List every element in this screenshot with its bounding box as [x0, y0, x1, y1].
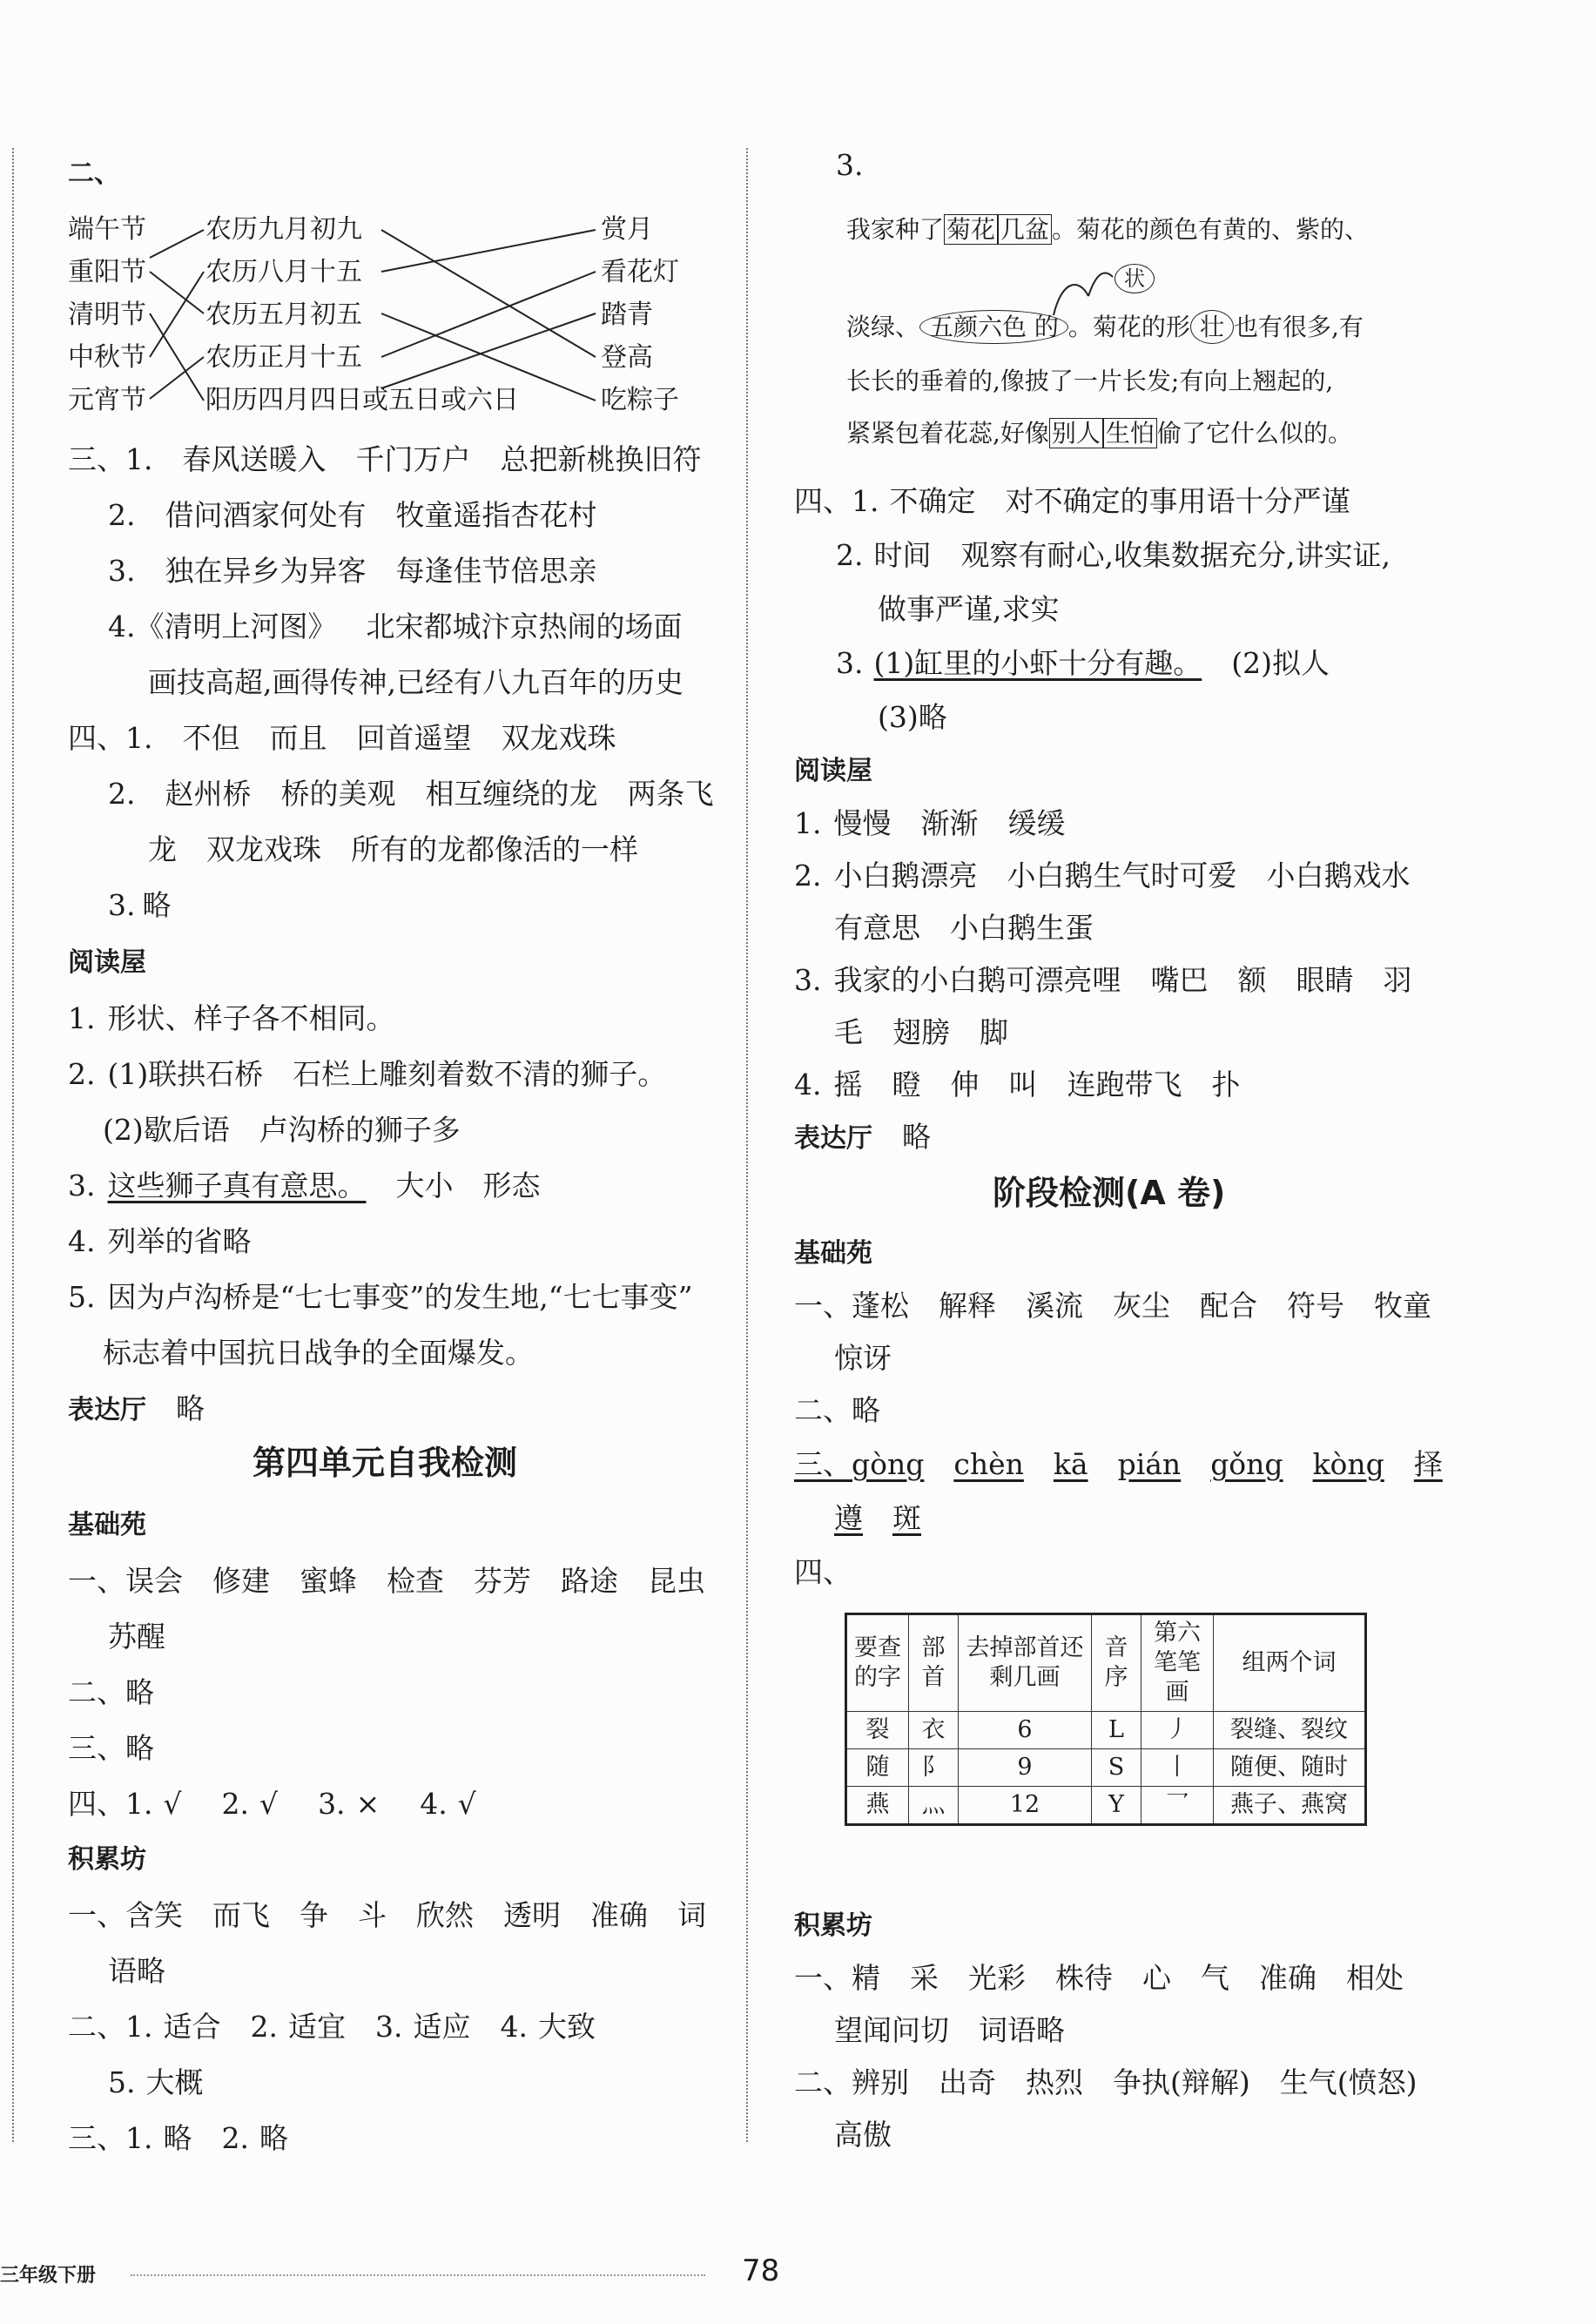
answer-text: 桥的美观 — [280, 777, 396, 811]
passage-text: 淡绿、 — [846, 313, 920, 341]
answer-text: 准确 — [1259, 1961, 1317, 1995]
answer-text: 回首遥望 — [356, 721, 472, 755]
answer-text: 相处 — [1346, 1961, 1404, 1995]
footer-grade: 三年级下册 — [0, 2265, 97, 2287]
answer-text: 渐渐 — [920, 806, 979, 840]
reading-heading: 阅读屋 — [794, 756, 872, 786]
answer-line: 做事严谨,求实 — [878, 592, 1060, 626]
match-line — [150, 357, 204, 399]
answer-line — [834, 1501, 951, 1536]
table-row — [846, 1712, 1366, 1749]
express-heading: 表达厅 — [68, 1395, 146, 1425]
table-cell: L — [1092, 1712, 1141, 1749]
answer-text: 牧童 — [1374, 1289, 1431, 1323]
answer-text: 我家的小白鹅可漂亮哩 — [833, 963, 1121, 997]
express-line — [68, 1391, 234, 1428]
answer-line: (3)略 — [878, 700, 947, 734]
answer-line — [68, 1787, 506, 1822]
festival-item: 重阳节 — [68, 257, 146, 287]
answer-text: 小白鹅生蛋 — [950, 911, 1094, 945]
answer-text: 双龙戏珠 — [206, 832, 321, 866]
answer-text: 石栏上雕刻着数不清的狮子。 — [293, 1057, 667, 1091]
underlined-sentence: 这些狮子真有意思。 — [107, 1169, 367, 1202]
boxed-word: 几盆 — [998, 214, 1052, 245]
answer-line — [103, 1336, 563, 1371]
answer-text: 有意思 — [834, 911, 920, 945]
answer-line: 三、略 — [68, 1731, 154, 1765]
answer-text: 词语略 — [979, 2013, 1065, 2047]
festival-item: 元宵节 — [68, 385, 146, 415]
answer-text: 翅膀 — [892, 1015, 950, 1049]
passage-text: 偷了它什么似的。 — [1156, 419, 1352, 448]
custom-item: 踏青 — [601, 300, 653, 330]
answer-text: 相互缠绕的龙 — [425, 777, 598, 811]
circled-words: 五颜六色 的 — [919, 310, 1068, 344]
answer-text: 连跑带飞 — [1067, 1068, 1182, 1101]
answer-text: 双龙戏珠 — [501, 721, 616, 755]
item-number: 2. — [794, 859, 822, 893]
answer-text: 时间 — [873, 538, 932, 572]
check-mark: √ — [259, 1787, 279, 1821]
passage-text: 。菊花的形 — [1067, 313, 1190, 341]
answer-line — [68, 721, 646, 756]
answer-line — [68, 1224, 281, 1259]
passage-text: 。菊花的颜色有黄的、紫的、 — [1052, 215, 1370, 244]
pinyin-answer: 三、gòng — [794, 1447, 925, 1481]
answer-line — [103, 1113, 490, 1148]
item-number: 2. — [221, 2121, 249, 2155]
answer-text: 欣然 — [416, 1898, 474, 1932]
date-item: 阳历四月四日或五日或六日 — [205, 385, 519, 415]
answer-text: 脚 — [980, 1015, 1008, 1049]
dictionary-table — [845, 1613, 1367, 1826]
answer-line — [834, 1015, 1038, 1050]
answer-text: 每逢佳节倍思亲 — [395, 554, 597, 588]
item-number: 4. — [68, 1224, 96, 1258]
answer-text: 列举的省略 — [107, 1224, 252, 1258]
answer-text: 对不确定的事用语十分严谨 — [1005, 484, 1350, 518]
answer-text: 争执(辩解) — [1113, 2065, 1250, 2099]
item-number: 二、1. — [68, 2010, 153, 2044]
item-number: 三、1. — [68, 2121, 153, 2155]
item-number: 4. — [420, 1787, 448, 1821]
item-number: 2. — [836, 538, 864, 572]
answer-text: 昆虫 — [648, 1564, 705, 1598]
item-number: 3. — [68, 1169, 96, 1202]
answer-line — [148, 832, 668, 867]
answer-text: 而飞 — [212, 1898, 270, 1932]
item-number: 1. — [68, 1001, 96, 1035]
answer-line — [108, 888, 201, 923]
answer-text: 大概 — [145, 2065, 204, 2099]
item-number: 2. — [221, 1787, 250, 1821]
item-number: 2. — [108, 777, 136, 811]
pinyin-answer: pián — [1117, 1447, 1182, 1481]
answer-line — [68, 1057, 696, 1092]
cross-mark: × — [355, 1787, 380, 1821]
boxed-word: 别人 — [1049, 418, 1103, 448]
table-cell: S — [1092, 1749, 1141, 1787]
answer-text: 瞪 — [892, 1068, 921, 1101]
table-cell: Y — [1092, 1787, 1141, 1825]
table-row — [846, 1749, 1366, 1787]
answer-line: 四、 — [794, 1555, 852, 1589]
festival-item: 中秋节 — [68, 342, 146, 373]
answer-text: 嘴巴 — [1150, 963, 1209, 997]
answer-text: 慢慢 — [833, 806, 892, 840]
answer-line — [794, 1447, 1472, 1482]
table-cell: 燕子、燕窝 — [1214, 1787, 1366, 1825]
answer-line — [68, 442, 731, 477]
answer-text: 斗 — [358, 1898, 387, 1932]
answer-line — [834, 2013, 1094, 2048]
table-header: 音序 — [1092, 1614, 1141, 1712]
answer-line — [108, 2065, 233, 2100]
item-number: 四、1. — [68, 1787, 153, 1821]
table-header: 第六笔笔画 — [1141, 1614, 1214, 1712]
answer-text: 略 — [163, 2121, 192, 2155]
boxed-word: 生怕 — [1103, 418, 1157, 448]
item-number: 4. — [500, 2010, 528, 2044]
answer-line — [108, 498, 627, 533]
answer-text: 适合 — [163, 2010, 221, 2044]
answer-text: 羽 — [1383, 963, 1412, 997]
table-cell: 丿 — [1141, 1712, 1214, 1749]
match-line — [150, 272, 204, 313]
answer-text: 采 — [910, 1961, 939, 1995]
item-number: 5. — [108, 2065, 136, 2099]
item-number: 5. — [68, 1280, 96, 1314]
answer-text: 适应 — [413, 2010, 471, 2044]
item-number: 2. — [108, 498, 136, 532]
date-item: 农历八月十五 — [205, 257, 362, 287]
answer-line — [68, 1280, 722, 1315]
answer-text: 千门万户 — [355, 442, 471, 476]
festival-item: 清明节 — [68, 300, 146, 330]
answer-text: 略 — [902, 1120, 931, 1154]
answer-text: 透明 — [503, 1898, 561, 1932]
footer-dotted-rule — [131, 2274, 705, 2276]
answer-line — [68, 1169, 570, 1203]
custom-item: 赏月 — [601, 214, 653, 245]
answer-text: 二、辨别 — [794, 2065, 909, 2099]
item-number: 四、1. — [794, 484, 879, 518]
match-line — [150, 230, 204, 258]
answer-text: 词 — [677, 1898, 706, 1932]
answer-text: 芬芳 — [474, 1564, 531, 1598]
answer-text: 卢沟桥的狮子多 — [259, 1113, 461, 1147]
match-line — [381, 272, 596, 357]
answer-text: 争 — [300, 1898, 328, 1932]
answer-text: 灰尘 — [1113, 1289, 1170, 1323]
circled-correction: 状 — [1115, 264, 1155, 293]
answer-text: 一、精 — [794, 1961, 880, 1995]
item-number: 3. — [108, 554, 136, 588]
table-cell: 裂 — [846, 1712, 909, 1749]
answer-text: 因为卢沟桥是“七七事变”的发生地,“七七事变” — [107, 1280, 693, 1314]
custom-item: 吃粽子 — [601, 385, 679, 415]
answer-line — [794, 1068, 1270, 1102]
answer-text: 出奇 — [939, 2065, 996, 2099]
item-number: 4.《清明上河图》 — [108, 610, 337, 643]
answer-text: 毛 — [834, 1015, 863, 1049]
express-line — [794, 1120, 960, 1156]
answer-line: 二、略 — [68, 1675, 154, 1709]
check-mark: √ — [163, 1787, 182, 1821]
answer-line — [794, 1289, 1461, 1324]
item-number: 3. — [108, 888, 136, 922]
item-number: 四、1. — [68, 721, 153, 755]
table-header: 部首 — [909, 1614, 959, 1712]
answer-line — [794, 806, 1095, 841]
answer-line — [794, 1961, 1433, 1996]
basic-heading: 基础苑 — [794, 1238, 872, 1269]
answer-text: 小白鹅漂亮 — [833, 859, 978, 893]
table-cell: 乛 — [1141, 1787, 1214, 1825]
answer-text: 额 — [1237, 963, 1267, 997]
answer-text: 赵州桥 — [165, 777, 252, 811]
answer-text: 择 — [1413, 1447, 1443, 1481]
answer-line — [108, 554, 627, 589]
match-line — [381, 313, 596, 401]
left-margin-dotted-line — [12, 148, 14, 2142]
item-number: 2. — [68, 1057, 96, 1091]
answer-text: 株待 — [1055, 1961, 1113, 1995]
answer-text: 两条飞 — [627, 777, 714, 811]
answer-line — [148, 665, 713, 700]
answer-text: 光彩 — [968, 1961, 1026, 1995]
answer-text: 画技高超,画得传神,已经有八九百年的历史 — [148, 665, 684, 699]
answer-text: 标志着中国抗日战争的全面爆发。 — [103, 1336, 534, 1370]
table-cell: 灬 — [909, 1787, 959, 1825]
answer-line — [68, 1564, 735, 1599]
item-number: 3. — [836, 148, 864, 182]
answer-text: 北宋都城汴京热闹的场面 — [366, 610, 683, 643]
answer-line — [836, 538, 1420, 573]
section-2-label: 二、 — [68, 158, 120, 189]
table-cell: 燕 — [846, 1787, 909, 1825]
item-number: 3. — [794, 963, 822, 997]
answer-text: (1)联拱石桥 — [107, 1057, 264, 1091]
answer-line — [108, 777, 744, 812]
answer-text: (2)拟人 — [1231, 646, 1330, 680]
passage-line — [846, 416, 1352, 451]
table-cell: 随便、随时 — [1214, 1749, 1366, 1787]
match-line — [381, 230, 596, 357]
answer-text: 蜜蜂 — [300, 1564, 357, 1598]
answer-text: 摇 — [833, 1068, 863, 1101]
answer-text: 大小 — [395, 1169, 454, 1202]
answer-text: 牧童遥指杏花村 — [395, 498, 597, 532]
answer-text: 斑 — [892, 1501, 921, 1535]
passage-text: 我家种了 — [846, 215, 945, 244]
answer-text: 而且 — [269, 721, 327, 755]
match-line — [381, 230, 596, 272]
answer-line: 高傲 — [834, 2118, 892, 2152]
answer-text: 春风送暖入 — [182, 442, 327, 476]
stage-test-title: 阶段检测(A 卷) — [993, 1174, 1226, 1212]
answer-text: 一、含笑 — [68, 1898, 183, 1932]
answer-text: 一、蓬松 — [794, 1289, 909, 1323]
answer-text: 总把新桃换旧符 — [500, 442, 702, 476]
answer-line: 惊讶 — [834, 1341, 892, 1375]
passage-line: 长长的垂着的,像披了一片长发;有向上翘起的, — [846, 367, 1334, 395]
answer-text: 不确定 — [889, 484, 976, 518]
table-cell: 衣 — [909, 1712, 959, 1749]
answer-text: 解释 — [939, 1289, 996, 1323]
answer-text: 小白鹅戏水 — [1266, 859, 1411, 893]
check-mark: √ — [457, 1787, 476, 1821]
item-number: 三、1. — [68, 442, 153, 476]
circled-word: 壮 — [1190, 310, 1234, 344]
answer-text: 热烈 — [1026, 2065, 1083, 2099]
answer-text: 伸 — [950, 1068, 980, 1101]
answer-text: 略 — [142, 888, 172, 922]
answer-line — [68, 1898, 736, 1933]
answer-text: 眼睛 — [1296, 963, 1354, 997]
basic-heading: 基础苑 — [68, 1510, 146, 1540]
answer-text: 不但 — [182, 721, 240, 755]
passage-line — [846, 212, 1369, 247]
correction-curve — [1088, 273, 1113, 296]
answer-line: 语略 — [108, 1954, 165, 1988]
accum-heading: 积累坊 — [794, 1910, 872, 1941]
custom-item: 看花灯 — [601, 257, 679, 287]
answer-text: 叫 — [1008, 1068, 1038, 1101]
answer-text: 一、误会 — [68, 1564, 183, 1598]
table-cell: 阝 — [909, 1749, 959, 1787]
answer-line — [68, 2010, 625, 2044]
answer-line — [834, 911, 1123, 946]
date-item: 农历九月初九 — [205, 214, 362, 245]
answer-text: 小白鹅生气时可爱 — [1007, 859, 1237, 893]
answer-text: 略 — [259, 2121, 288, 2155]
answer-text: 遵 — [834, 1501, 863, 1535]
table-header: 去掉部首还剩几画 — [959, 1614, 1092, 1712]
answer-line: 二、略 — [794, 1393, 880, 1427]
answer-text: 配合 — [1200, 1289, 1257, 1323]
answer-text: 借问酒家何处有 — [165, 498, 367, 532]
answer-text: 气 — [1201, 1961, 1229, 1995]
passage-text: 也有很多,有 — [1233, 313, 1364, 341]
pinyin-answer: chèn — [953, 1447, 1024, 1481]
answer-line — [108, 610, 712, 644]
table-cell: 12 — [959, 1787, 1092, 1825]
answer-text: 观察有耐心,收集数据充分,讲实证, — [960, 538, 1391, 572]
passage-line — [846, 310, 1364, 345]
table-cell: 9 — [959, 1749, 1092, 1787]
item-number: 3. — [375, 2010, 403, 2044]
answer-text: 适宜 — [288, 2010, 346, 2044]
answer-text: 准确 — [590, 1898, 648, 1932]
answer-text: 大致 — [538, 2010, 596, 2044]
custom-item: 登高 — [601, 342, 653, 373]
unit4-title: 第四单元自我检测 — [253, 1444, 518, 1482]
table-row — [846, 1787, 1366, 1825]
answer-text: 符号 — [1287, 1289, 1344, 1323]
table-header: 组两个词 — [1214, 1614, 1366, 1712]
answer-line — [794, 484, 1380, 519]
accum-heading: 积累坊 — [68, 1844, 146, 1875]
answer-line — [794, 859, 1440, 893]
answer-text: 缓缓 — [1007, 806, 1066, 840]
table-header-row — [846, 1614, 1366, 1712]
date-item: 农历五月初五 — [205, 300, 362, 330]
answer-line: 苏醒 — [108, 1620, 165, 1654]
reading-heading: 阅读屋 — [68, 947, 146, 978]
answer-line — [68, 2121, 318, 2156]
table-cell: 随 — [846, 1749, 909, 1787]
answer-text: 路途 — [561, 1564, 618, 1598]
answer-text: 龙 — [148, 832, 177, 866]
answer-line — [794, 963, 1442, 998]
table-cell: 丨 — [1141, 1749, 1214, 1787]
center-dotted-line — [746, 148, 748, 2142]
item-number: 3. — [318, 1787, 346, 1821]
boxed-word: 菊花 — [944, 214, 998, 245]
answer-text: 形状、样子各不相同。 — [107, 1001, 395, 1035]
item-number: 3. — [836, 646, 864, 680]
answer-line — [68, 1001, 425, 1036]
answer-text: 略 — [176, 1391, 205, 1425]
answer-line — [794, 2065, 1447, 2100]
answer-text: 独在异乡为异客 — [165, 554, 367, 588]
answer-line — [836, 646, 1359, 681]
express-heading: 表达厅 — [794, 1123, 872, 1154]
table-header: 要查的字 — [846, 1614, 909, 1712]
match-line — [150, 313, 204, 401]
matching-lines — [0, 0, 731, 435]
answer-text: 生气(愤怒) — [1279, 2065, 1418, 2099]
answer-text: (2)歇后语 — [103, 1113, 230, 1147]
answer-text: 所有的龙都像活的一样 — [351, 832, 638, 866]
answer-text: 检查 — [387, 1564, 444, 1598]
underlined-sentence: (1)缸里的小虾十分有趣。 — [873, 646, 1202, 680]
item-number: 4. — [794, 1068, 822, 1101]
pinyin-answer: kòng — [1312, 1447, 1384, 1481]
item-number: 1. — [794, 806, 822, 840]
pinyin-answer: kā — [1053, 1447, 1088, 1481]
date-item: 农历正月十五 — [205, 342, 362, 373]
match-line — [381, 313, 596, 388]
answer-text: 望闻问切 — [834, 2013, 949, 2047]
answer-text: 扑 — [1211, 1068, 1241, 1101]
match-line — [150, 272, 204, 357]
table-cell: 裂缝、裂纹 — [1214, 1712, 1366, 1749]
answer-text: 形态 — [482, 1169, 541, 1202]
page-number: 78 — [742, 2253, 780, 2288]
festival-item: 端午节 — [68, 214, 146, 245]
table-cell: 6 — [959, 1712, 1092, 1749]
answer-text: 溪流 — [1026, 1289, 1083, 1323]
pinyin-answer: gǒng — [1210, 1447, 1283, 1481]
item-number: 2. — [250, 2010, 278, 2044]
answer-text: 修建 — [212, 1564, 270, 1598]
answer-text: 心 — [1142, 1961, 1171, 1995]
passage-text: 紧紧包着花蕊,好像 — [846, 419, 1049, 448]
